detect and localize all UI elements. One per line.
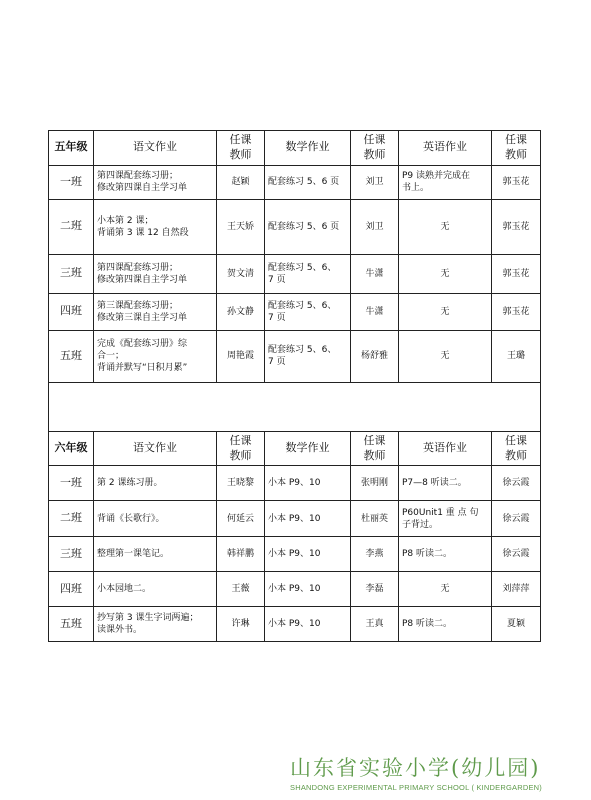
class-name: 四班: [49, 293, 94, 330]
class-row: [49, 466, 541, 501]
english-homework: P9 读熟并完成在 书上。: [399, 165, 492, 199]
english-homework: 无: [399, 293, 492, 330]
grade6-section: [49, 431, 541, 642]
spacer-cell: [49, 382, 541, 431]
grade-label: 六年级: [49, 431, 94, 466]
chinese-homework: 小本第 2 课； 背诵第 3 课 12 自然段: [94, 199, 217, 254]
school-footer: [290, 752, 590, 792]
math-teacher: 杨舒雅: [351, 330, 399, 382]
class-row: [49, 254, 541, 293]
math-homework: 配套练习 5、6、 7 页: [265, 254, 351, 293]
english-homework: P60Unit1 重 点 句 子背过。: [399, 501, 492, 537]
chinese-homework: 完成《配套练习册》综 合一； 背诵并默写“日积月累”: [94, 330, 217, 382]
chinese-teacher: 赵颖: [217, 165, 265, 199]
english-teacher: 郭玉花: [492, 254, 541, 293]
math-teacher: 刘卫: [351, 165, 399, 199]
class-row: [49, 330, 541, 382]
class-row: [49, 199, 541, 254]
grade6-header-row: [49, 431, 541, 466]
math-homework-header: 数学作业: [265, 431, 351, 466]
class-row: [49, 293, 541, 330]
math-homework: 小本 P9、10: [265, 572, 351, 607]
class-row: [49, 607, 541, 642]
teacher-header: 任课 教师: [217, 431, 265, 466]
math-teacher: 刘卫: [351, 199, 399, 254]
class-row: [49, 572, 541, 607]
chinese-teacher: 韩祥鹏: [217, 537, 265, 572]
chinese-homework: 背诵《长歌行》。: [94, 501, 217, 537]
math-homework: 小本 P9、10: [265, 466, 351, 501]
chinese-teacher: 王晓黎: [217, 466, 265, 501]
math-teacher: 牛潇: [351, 293, 399, 330]
chinese-homework: 第四课配套练习册； 修改第四课自主学习单: [94, 165, 217, 199]
chinese-homework-header: 语文作业: [94, 131, 217, 166]
math-homework: 配套练习 5、6 页: [265, 165, 351, 199]
class-name: 二班: [49, 199, 94, 254]
school-name-english: SHANDONG EXPERIMENTAL PRIMARY SCHOOL ( KINDERGARDEN): [290, 783, 542, 792]
english-homework: 无: [399, 330, 492, 382]
english-homework: 无: [399, 199, 492, 254]
english-teacher: 徐云霞: [492, 466, 541, 501]
class-name: 五班: [49, 330, 94, 382]
math-teacher: 王真: [351, 607, 399, 642]
math-teacher: 牛潇: [351, 254, 399, 293]
teacher-header: 任课 教师: [351, 431, 399, 466]
chinese-teacher: 何延云: [217, 501, 265, 537]
chinese-teacher: 王薇: [217, 572, 265, 607]
grade5-section: [49, 131, 541, 383]
math-homework: 配套练习 5、6 页: [265, 199, 351, 254]
math-teacher: 李燕: [351, 537, 399, 572]
chinese-homework: 小本园地二。: [94, 572, 217, 607]
math-teacher: 张明刚: [351, 466, 399, 501]
chinese-teacher: 周艳霞: [217, 330, 265, 382]
chinese-homework: 第四课配套练习册； 修改第四课自主学习单: [94, 254, 217, 293]
chinese-teacher: 王天娇: [217, 199, 265, 254]
class-name: 四班: [49, 572, 94, 607]
english-teacher: 王璐: [492, 330, 541, 382]
math-homework-header: 数学作业: [265, 131, 351, 166]
homework-table: [48, 130, 541, 642]
teacher-header: 任课 教师: [351, 131, 399, 166]
english-teacher: 夏颖: [492, 607, 541, 642]
math-homework: 小本 P9、10: [265, 607, 351, 642]
class-row: [49, 501, 541, 537]
school-name-chinese: 山东省实验小学(幼儿园): [290, 756, 541, 780]
english-homework-header: 英语作业: [399, 431, 492, 466]
grade-label: 五年级: [49, 131, 94, 166]
class-name: 五班: [49, 607, 94, 642]
english-teacher: 郭玉花: [492, 293, 541, 330]
class-row: [49, 537, 541, 572]
math-homework: 小本 P9、10: [265, 501, 351, 537]
chinese-teacher: 许琳: [217, 607, 265, 642]
chinese-teacher: 贺文清: [217, 254, 265, 293]
math-homework: 配套练习 5、6、 7 页: [265, 293, 351, 330]
english-teacher: 徐云霞: [492, 537, 541, 572]
english-homework: P7—8 听读二。: [399, 466, 492, 501]
teacher-header: 任课 教师: [217, 131, 265, 166]
grade5-header-row: [49, 131, 541, 166]
english-teacher: 郭玉花: [492, 199, 541, 254]
teacher-header: 任课 教师: [492, 131, 541, 166]
class-name: 三班: [49, 537, 94, 572]
english-teacher: 郭玉花: [492, 165, 541, 199]
chinese-homework: 第 2 课练习册。: [94, 466, 217, 501]
math-homework: 配套练习 5、6、 7 页: [265, 330, 351, 382]
class-name: 三班: [49, 254, 94, 293]
chinese-homework: 抄写第 3 课生字词两遍； 读课外书。: [94, 607, 217, 642]
class-name: 一班: [49, 466, 94, 501]
chinese-homework: 整理第一课笔记。: [94, 537, 217, 572]
english-homework-header: 英语作业: [399, 131, 492, 166]
english-homework: 无: [399, 572, 492, 607]
math-teacher: 李磊: [351, 572, 399, 607]
chinese-homework-header: 语文作业: [94, 431, 217, 466]
grade-separator: [49, 382, 541, 431]
english-teacher: 刘萍萍: [492, 572, 541, 607]
english-homework: P8 听读二。: [399, 537, 492, 572]
chinese-teacher: 孙文静: [217, 293, 265, 330]
teacher-header: 任课 教师: [492, 431, 541, 466]
chinese-homework: 第三课配套练习册； 修改第三课自主学习单: [94, 293, 217, 330]
spacer-row: [49, 382, 541, 431]
english-teacher: 徐云霞: [492, 501, 541, 537]
math-homework: 小本 P9、10: [265, 537, 351, 572]
english-homework: 无: [399, 254, 492, 293]
class-row: [49, 165, 541, 199]
math-teacher: 杜丽英: [351, 501, 399, 537]
class-name: 一班: [49, 165, 94, 199]
class-name: 二班: [49, 501, 94, 537]
english-homework: P8 听读二。: [399, 607, 492, 642]
